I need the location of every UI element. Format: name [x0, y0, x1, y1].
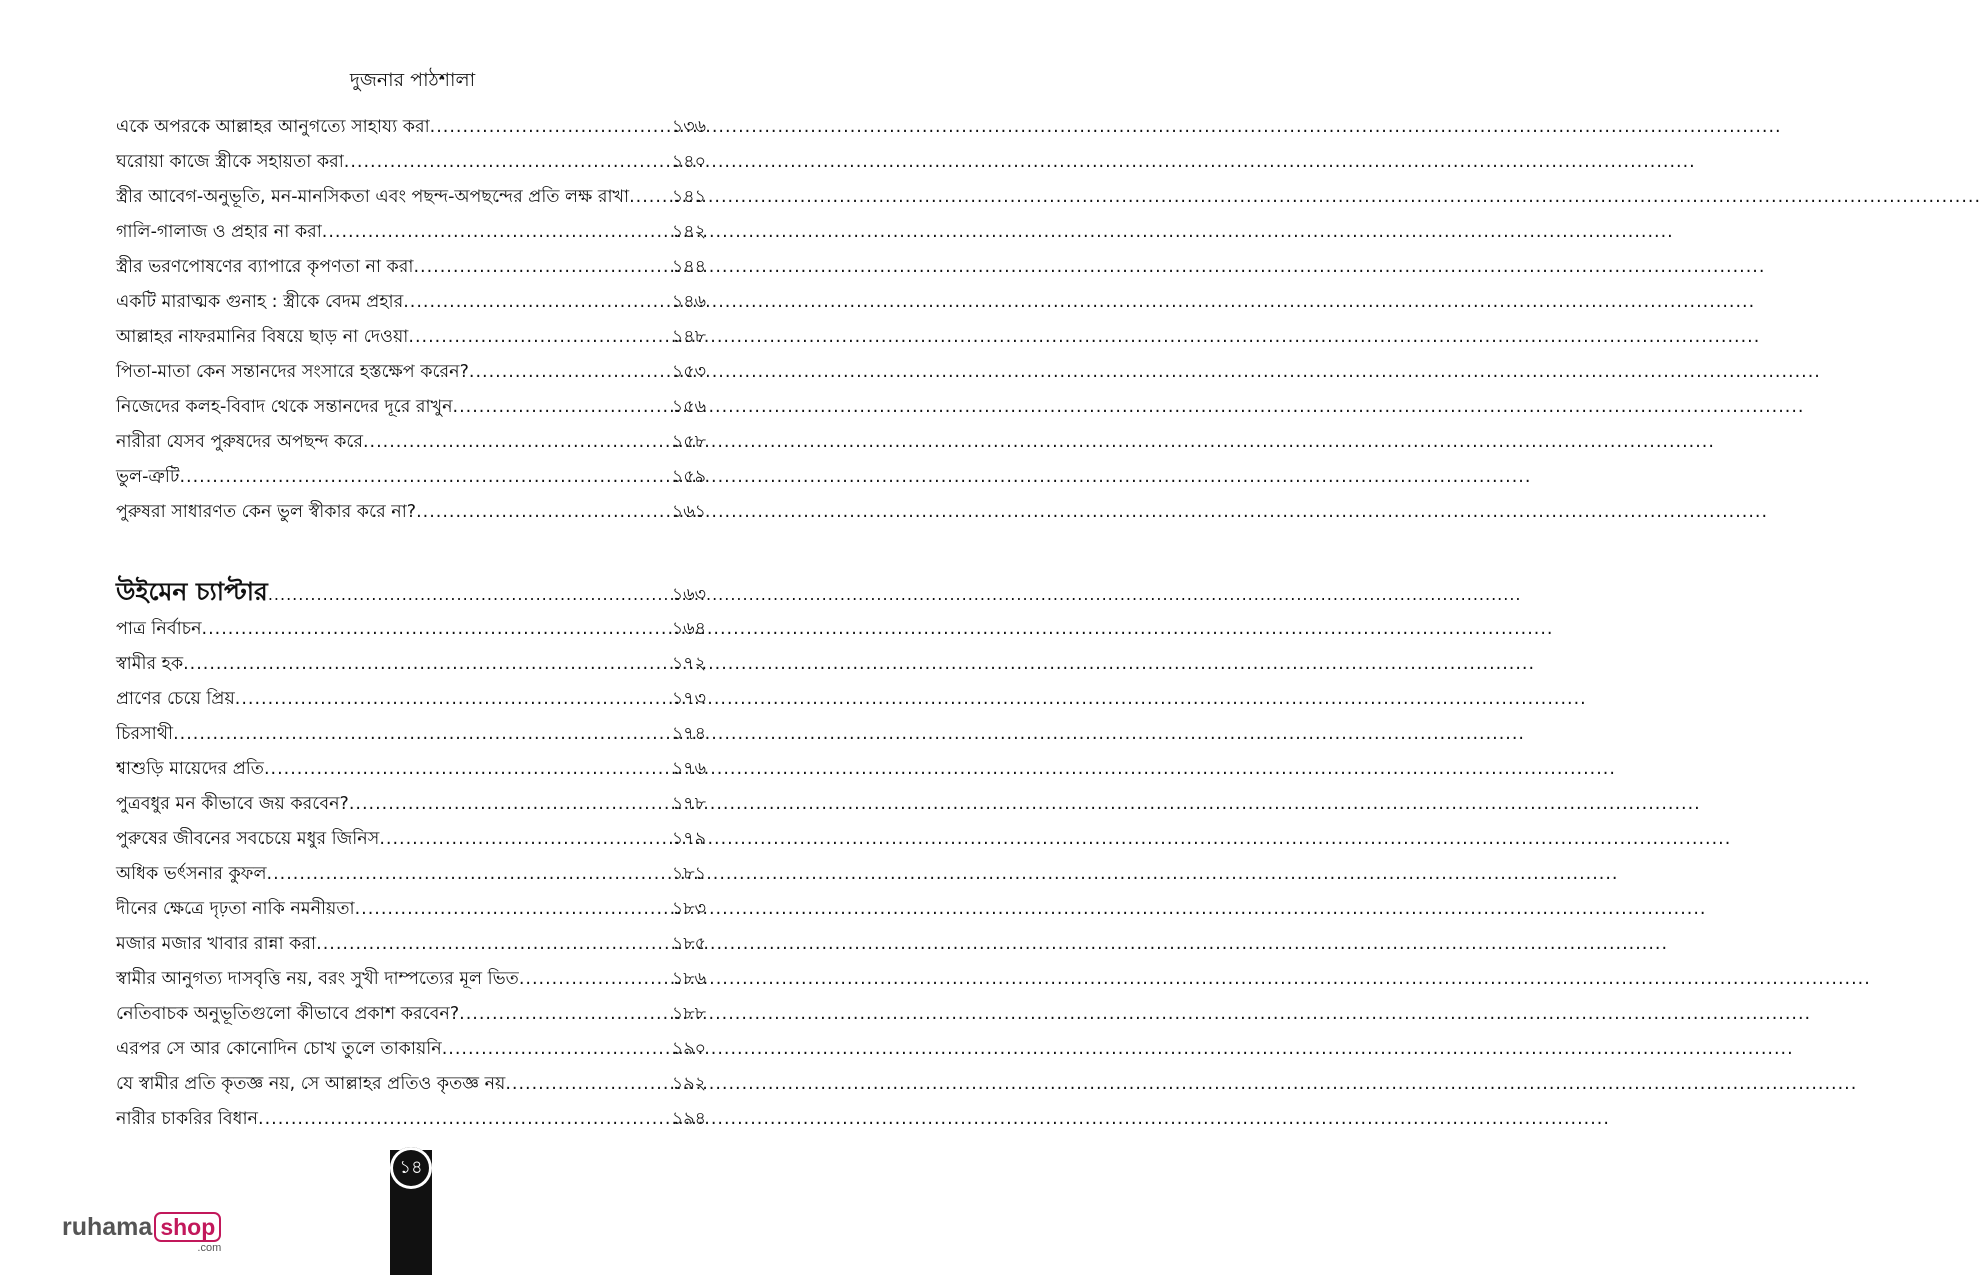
toc-entry-title: একে অপরকে আল্লাহর আনুগত্যে সাহায্য করা	[116, 117, 430, 137]
toc-entry-title: নারীর চাকরির বিধান	[116, 1109, 258, 1129]
toc-entry[interactable]	[116, 651, 706, 686]
dot-leader	[344, 152, 670, 172]
toc-entry[interactable]	[116, 721, 706, 756]
toc-entry-title: পুরুষের জীবনের সবচেয়ে মধুর জিনিস	[116, 829, 380, 849]
toc-entry-page: ১৪১	[671, 187, 706, 207]
dot-leader	[179, 467, 669, 487]
toc-entry[interactable]	[116, 149, 706, 184]
toc-entry-page: ১৫৬	[671, 397, 706, 417]
toc-entry-page: ১৭২	[671, 654, 706, 674]
toc-entry[interactable]	[116, 429, 706, 464]
dot-leader	[403, 292, 670, 312]
toc-entry[interactable]	[116, 1036, 706, 1071]
logo-word: ruhama	[62, 1213, 153, 1241]
toc-entry-title: অধিক ভর্ৎসনার কুফল	[116, 864, 267, 884]
toc-entry-page: ১৭৩	[671, 689, 706, 709]
toc-section-1	[116, 114, 706, 534]
dot-leader	[408, 327, 670, 347]
dot-leader	[416, 502, 670, 522]
toc-entry[interactable]	[116, 324, 706, 359]
toc-entry[interactable]	[116, 114, 706, 149]
dot-leader	[363, 432, 670, 452]
toc-entry-page: ১৫৩	[671, 362, 706, 382]
dot-leader	[442, 1039, 670, 1059]
toc-entry[interactable]	[116, 896, 706, 931]
toc-entry-page: ১৪৮	[671, 327, 706, 347]
dot-leader	[629, 187, 670, 207]
toc-entry[interactable]	[116, 931, 706, 966]
dot-leader	[469, 362, 670, 382]
dot-leader	[202, 619, 670, 639]
toc-entry-title: যে স্বামীর প্রতি কৃতজ্ঞ নয়, সে আল্লাহর প্রতিও কৃতজ্ঞ নয়	[116, 1074, 506, 1094]
toc-entry-page: ১৫৯	[671, 467, 706, 487]
toc-entry[interactable]	[116, 1106, 706, 1141]
toc-entry[interactable]	[116, 616, 706, 651]
toc-entry-title: পাত্র নির্বাচন	[116, 619, 202, 639]
toc-entry[interactable]	[116, 289, 706, 324]
toc-entry-page: ১৮৬	[671, 969, 706, 989]
dot-leader	[173, 724, 670, 744]
toc-entry-title: ভুল-ত্রুটি	[116, 467, 180, 487]
toc-entry[interactable]	[116, 464, 706, 499]
toc-entry[interactable]	[116, 254, 706, 289]
toc-entry-title: মজার মজার খাবার রান্না করা	[116, 934, 317, 954]
toc-entry-title: স্ত্রীর আবেগ-অনুভূতি, মন-মানসিকতা এবং পছন্দ-অপছন্দের প্রতি লক্ষ রাখা	[116, 187, 630, 207]
dot-leader	[453, 397, 670, 417]
toc-entry-page: ১৩৬	[671, 117, 706, 137]
toc-entry-page: ১৭৮	[671, 794, 706, 814]
toc-entry-title: পুত্রবধুর মন কীভাবে জয় করবেন?	[116, 794, 349, 814]
running-title: দুজনার পাঠশালা	[349, 69, 476, 91]
toc-entry-title: প্রাণের চেয়ে প্রিয়	[116, 689, 235, 709]
toc-entry-page: ১৫৮	[671, 432, 706, 452]
toc-entry-title: পুরুষরা সাধারণত কেন ভুল স্বীকার করে না?	[116, 502, 417, 522]
toc-entry[interactable]	[116, 394, 706, 429]
chapter-heading[interactable]	[116, 572, 706, 612]
toc-entry-title: শ্বাশুড়ি মায়েদের প্রতি	[116, 759, 264, 779]
dot-leader	[519, 969, 670, 989]
publisher-logo	[62, 1212, 222, 1254]
toc-entry-title: দীনের ক্ষেত্রে দৃঢ়তা নাকি নমনীয়তা	[116, 899, 355, 919]
toc-entry-title: এরপর সে আর কোনোদিন চোখ তুলে তাকায়নি	[116, 1039, 442, 1059]
toc-entry[interactable]	[116, 499, 706, 534]
toc-entry-title: পিতা-মাতা কেন সন্তানদের সংসারে হস্তক্ষেপ করেন?	[116, 362, 469, 382]
logo-domain: .com	[197, 1242, 222, 1254]
dot-leader	[235, 689, 670, 709]
dot-leader	[322, 222, 670, 242]
dot-leader	[505, 1074, 670, 1094]
dot-leader	[430, 117, 670, 137]
toc-entry-title: চিরসাথী	[116, 724, 174, 744]
toc-entry-title: আল্লাহর নাফরমানির বিষয়ে ছাড় না দেওয়া	[116, 327, 409, 347]
toc-entry-title: নিজেদের কলহ-বিবাদ থেকে সন্তানদের দূরে রাখুন	[116, 397, 453, 417]
toc-entry[interactable]	[116, 184, 706, 219]
toc-entry-title: নারীরা যেসব পুরুষদের অপছন্দ করে	[116, 432, 363, 452]
toc-entry-page: ১৯৪	[671, 1109, 706, 1129]
toc-entry-title: একটি মারাত্মক গুনাহ : স্ত্রীকে বেদম প্রহার	[116, 292, 404, 312]
toc-entry[interactable]	[116, 791, 706, 826]
chapter-title: উইমেন চ্যাপ্টার	[116, 577, 268, 606]
toc-entry[interactable]	[116, 1071, 706, 1106]
toc-entry[interactable]	[116, 861, 706, 896]
dot-leader	[316, 934, 670, 954]
dot-leader	[355, 899, 670, 919]
toc-entry-page: ১৬১	[671, 502, 706, 522]
toc-entry-title: নেতিবাচক অনুভূতিগুলো কীভাবে প্রকাশ করবেন?	[116, 1004, 460, 1024]
toc-entry-page: ১৮১	[671, 864, 706, 884]
toc-entry-title: স্বামীর আনুগত্য দাসবৃত্তি নয়, বরং সুখী দাম্পত্যের মূল ভিত	[116, 969, 519, 989]
logo-shop-group	[152, 1212, 222, 1254]
toc-entry-page: ১৯২	[671, 1074, 706, 1094]
toc-entry[interactable]	[116, 1001, 706, 1036]
dot-leader	[267, 864, 670, 884]
toc-entry-title: ঘরোয়া কাজে স্ত্রীকে সহায়তা করা	[116, 152, 344, 172]
chapter-page-number: ১৬৩	[671, 585, 706, 605]
page-number: ১৪	[399, 1156, 423, 1178]
toc-entry-page: ১৭৬	[671, 759, 706, 779]
logo-shop: shop	[154, 1212, 221, 1242]
toc-entry-page: ১৮৫	[671, 934, 706, 954]
dot-leader	[459, 1004, 670, 1024]
toc-entry[interactable]	[116, 686, 706, 721]
toc-entry-page: ১৮৩	[671, 899, 706, 919]
dot-leader	[413, 257, 669, 277]
page-number-badge	[390, 1147, 432, 1189]
dot-leader	[258, 1109, 670, 1129]
toc-entry-page: ১৭৪	[671, 724, 706, 744]
toc-entry-title: স্ত্রীর ভরণপোষণের ব্যাপারে কৃপণতা না করা	[116, 257, 414, 277]
toc-entry-page: ১৯০	[671, 1039, 706, 1059]
dot-leader	[183, 654, 670, 674]
toc-entry[interactable]	[116, 359, 706, 394]
dot-leader	[379, 829, 670, 849]
toc-entry-title: স্বামীর হক	[116, 654, 184, 674]
toc-section-2	[116, 616, 706, 1141]
toc-entry[interactable]	[116, 756, 706, 791]
toc-entry-page: ১৮৮	[671, 1004, 706, 1024]
toc-entry[interactable]	[116, 826, 706, 861]
dot-leader	[264, 759, 670, 779]
toc-entry[interactable]	[116, 966, 706, 1001]
dot-leader	[349, 794, 670, 814]
toc-entry-page: ১৭৯	[671, 829, 706, 849]
toc-entry-page: ১৪৬	[671, 292, 706, 312]
toc-entry-page: ১৬৪	[671, 619, 706, 639]
toc-entry[interactable]	[116, 219, 706, 254]
toc-entry-title: গালি-গালাজ ও প্রহার না করা	[116, 222, 322, 242]
toc-entry-page: ১৪২	[671, 222, 706, 242]
dot-leader	[268, 585, 670, 604]
toc-entry-page: ১৪৪	[671, 257, 706, 277]
toc-entry-page: ১৪০	[671, 152, 706, 172]
